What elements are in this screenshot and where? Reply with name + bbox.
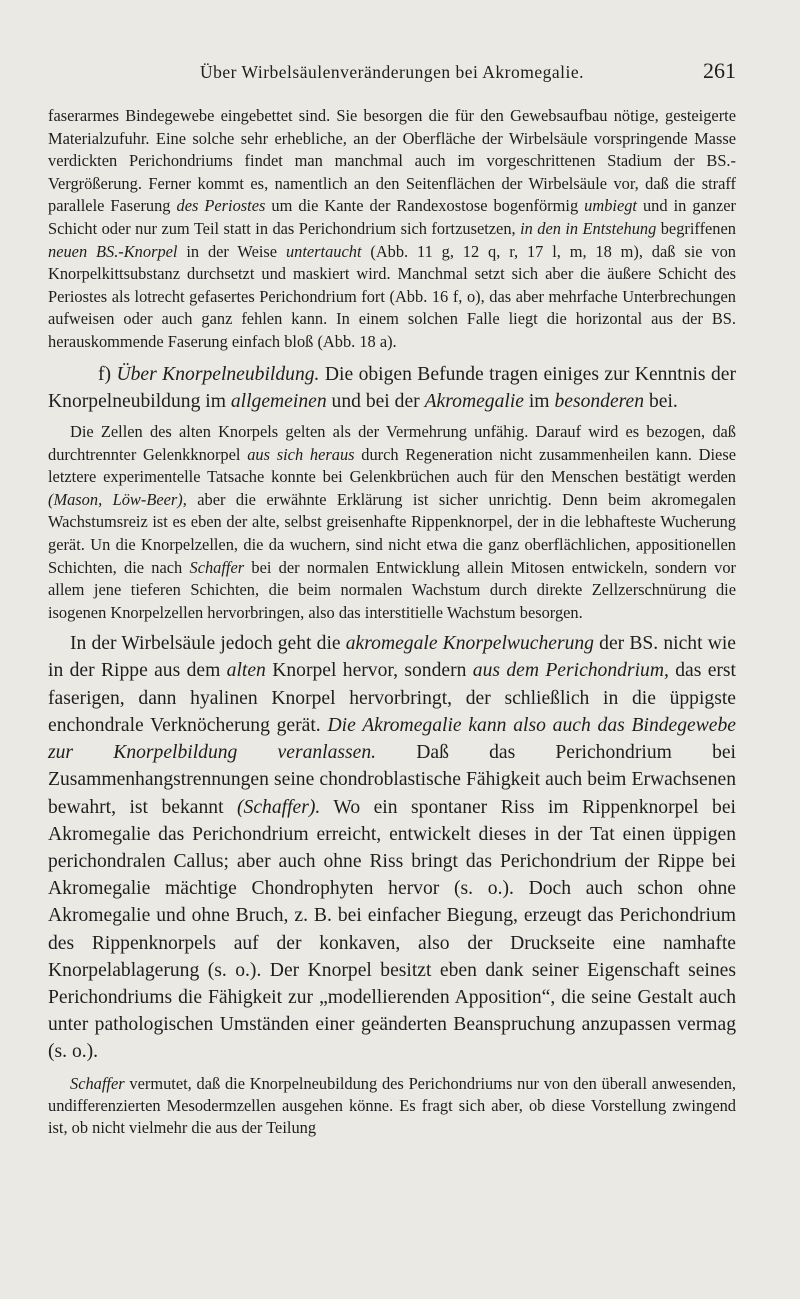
text-run: im [523, 390, 555, 412]
section-label: f) [98, 363, 112, 385]
italic-run: Über Knorpelneubildung. [116, 363, 320, 385]
text-run: Daß das Perichondrium bei Zusammenhangstrennungen seine chondroblastische Fähigkeit auch beim Erwachsenen bewahrt, ist bekannt [48, 742, 737, 818]
italic-run: Akromegalie [424, 390, 524, 412]
italic-run: akromegale Knorpelwucherung [345, 633, 594, 655]
text-run: begriffenen [656, 218, 736, 238]
italic-run: neuen BS.-Knorpel [48, 241, 178, 261]
text-run: aber die erwähnte Erklärung ist sicher unrichtig. Denn beim akromegalen Wachstumsreiz ist es eben der alte, selbst greisenhafte Rippenknorpel, der in die lebhafteste Wucherung gerät. Un die Knorpelzellen, die da wuchern, sind nicht etwa die ganz oberflächlichen, appositionellen Schichten, die nach [48, 489, 736, 577]
italic-run: Die Akromegalie kann also auch das Bindegewebe zur Knorpelbildung veranlassen. [48, 714, 736, 764]
text-run: In der Wirbelsäule jedoch geht die [70, 633, 346, 655]
page-header [48, 58, 736, 90]
paragraph-footnote-style [48, 1073, 736, 1140]
italic-run: Schaffer [189, 557, 245, 577]
italic-run: (Schaffer). [237, 796, 321, 818]
italic-run: (Mason, Löw-Beer), [48, 489, 187, 509]
text-run: bei der normalen Entwicklung allein Mitosen entwickeln, sondern vor allem jene tieferen Schichten, die beim normalen Wachstum durch direkte Zellzerschnürung die isogenen Knorpelzellen hervorbringen, also das interstitielle Wachstum besorgen. [48, 557, 736, 622]
paragraph-continued [48, 105, 736, 354]
text-run: faserarmes Bindegewebe eingebettet sind. Sie besorgen die für den Gewebsaufbau nötige, gesteigerte Materialzufuhr. Eine solche sehr erhebliche, an der Oberfläche der Wirbelsäule vorspringende Masse verdickten Perichondriums findet man manchmal auch im vorgeschrittenen Stadium der BS.-Vergrößerung. Ferner kommt es, namentlich an den Seitenflächen der Wirbelsäule vor, daß die straff parallele Faserung [48, 106, 736, 216]
text-run: bei. [644, 390, 678, 412]
italic-run: aus dem Perichondrium, [472, 660, 669, 682]
italic-run: allgemeinen [230, 390, 327, 412]
text-run: Die obigen Befunde tragen einiges zur Kenntnis der Knorpelneubildung im [48, 363, 736, 412]
text-run: vermutet, daß die Knorpelneubildung des Perichondriums nur von den überall anwesenden, undifferenzierten Mesodermzellen ausgehen könne. Es fragt sich aber, ob diese Vorstellung zwingend ist, ob nicht vielmehr die aus der Teilung [48, 1073, 736, 1138]
text-run: das erst faserigen, dann hyalinen Knorpel hervorbringt, der schließlich in die üppigste enchondrale Verknöcherung gerät. [48, 660, 736, 736]
text-run: und in ganzer Schicht oder nur zum Teil statt in das Perichondrium sich fortzusetzen, [48, 196, 736, 238]
text-run: der BS. nicht wie in der Rippe aus dem [48, 633, 736, 682]
text-run: durch Regeneration nicht zusammenheilen kann. Diese letztere experimentelle Tatsache konnte bei Gelenkbrüchen auch für den Menschen bestätigt werden [48, 444, 736, 487]
italic-run: aus sich heraus [247, 444, 355, 464]
paragraph-main [48, 630, 736, 1065]
body-text [48, 105, 736, 1139]
italic-run: alten [226, 660, 266, 682]
italic-run: umbiegt [584, 196, 637, 216]
section-f-paragraph [48, 361, 736, 415]
text-run: um die Kante der Randexostose bogenförmig [265, 196, 585, 216]
italic-run: Schaffer [70, 1073, 125, 1093]
italic-run: besonderen [554, 390, 645, 412]
text-run: (Abb. 11 g, 12 q, r, 17 l, m, 18 m), daß sie von Knorpelkittsubstanz durchsetzt und maskiert wird. Manchmal setzt sich aber die äußere Schicht des Periostes als lotrecht gefasertes Perichondrium fort (Abb. 16 f, o), das aber mehrfache Unterbrechungen aufweisen oder auch ganz fehlen kann. In einem solchen Falle liegt die horizontal aus der BS. herauskommende Faserung einfach bloß (Abb. 18 a). [48, 241, 736, 351]
text-run: Die Zellen des alten Knorpels gelten als der Vermehrung unfähig. Darauf wird es bezogen, daß durchtrennter Gelenkknorpel [48, 421, 736, 464]
italic-run: in den in Entstehung [520, 218, 657, 238]
text-run: Knorpel hervor, sondern [265, 660, 473, 682]
text-run: in der Weise [177, 241, 286, 261]
running-title: Über Wirbelsäulenveränderungen bei Akromegalie. [199, 62, 584, 82]
text-run: und bei der [326, 390, 425, 412]
text-run: Wo ein spontaner Riss im Rippenknorpel bei Akromegalie das Perichondrium erreicht, entwickelt dieses in der Tat einen üppigen perichondralen Callus; aber auch ohne Riss bringt das Perichondrium der Rippe bei Akromegalie mächtige Chondrophyten hervor (s. o.). Doch auch schon ohne Akromegalie und ohne Bruch, z. B. bei einfacher Biegung, erzeugt das Perichondrium des Rippenknorpels auf der konkaven, also der Druckseite eine namhafte Knorpelablagerung (s. o.). Der Knorpel besitzt eben dank seiner Eigenschaft seines Perichondriums die Fähigkeit zur „modellierenden Apposition“, die seine Gestalt auch unter pathologischen Umständen einer geänderten Beanspruchung anzupassen vermag (s. o.). [48, 796, 736, 1063]
page-number: 261 [703, 58, 736, 83]
italic-run: untertaucht [285, 241, 362, 261]
paragraph-small-print [48, 421, 736, 624]
italic-run: des Periostes [176, 196, 266, 216]
section-f-text [48, 364, 736, 412]
